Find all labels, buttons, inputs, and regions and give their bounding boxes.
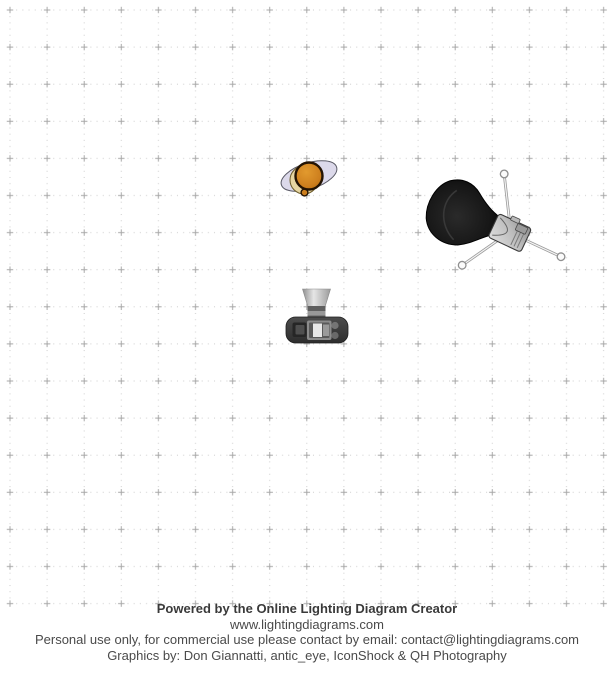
footer-credits: Graphics by: Don Giannatti, antic_eye, IconShock & QH Photography [107, 648, 507, 664]
camera-lens-ring-dark [308, 306, 326, 311]
grid-background [6, 6, 608, 607]
camera-viewfinder-inner [296, 325, 305, 335]
footer-website: www.lightingdiagrams.com [230, 616, 384, 632]
subject-head [296, 163, 323, 190]
camera-lens-ring-light [308, 311, 326, 316]
camera-dial-bottom [331, 332, 338, 339]
camera-lcd-screen [313, 324, 322, 338]
camera-dial-top [331, 322, 338, 329]
footer-powered-by: Powered by the Online Lighting Diagram Creator [156, 601, 458, 616]
footer [0, 601, 614, 664]
camera-button-pad [323, 325, 329, 337]
footer-license-note: Personal use only, for commercial use please contact by email: contact@lightingdiagrams.com [34, 632, 580, 648]
